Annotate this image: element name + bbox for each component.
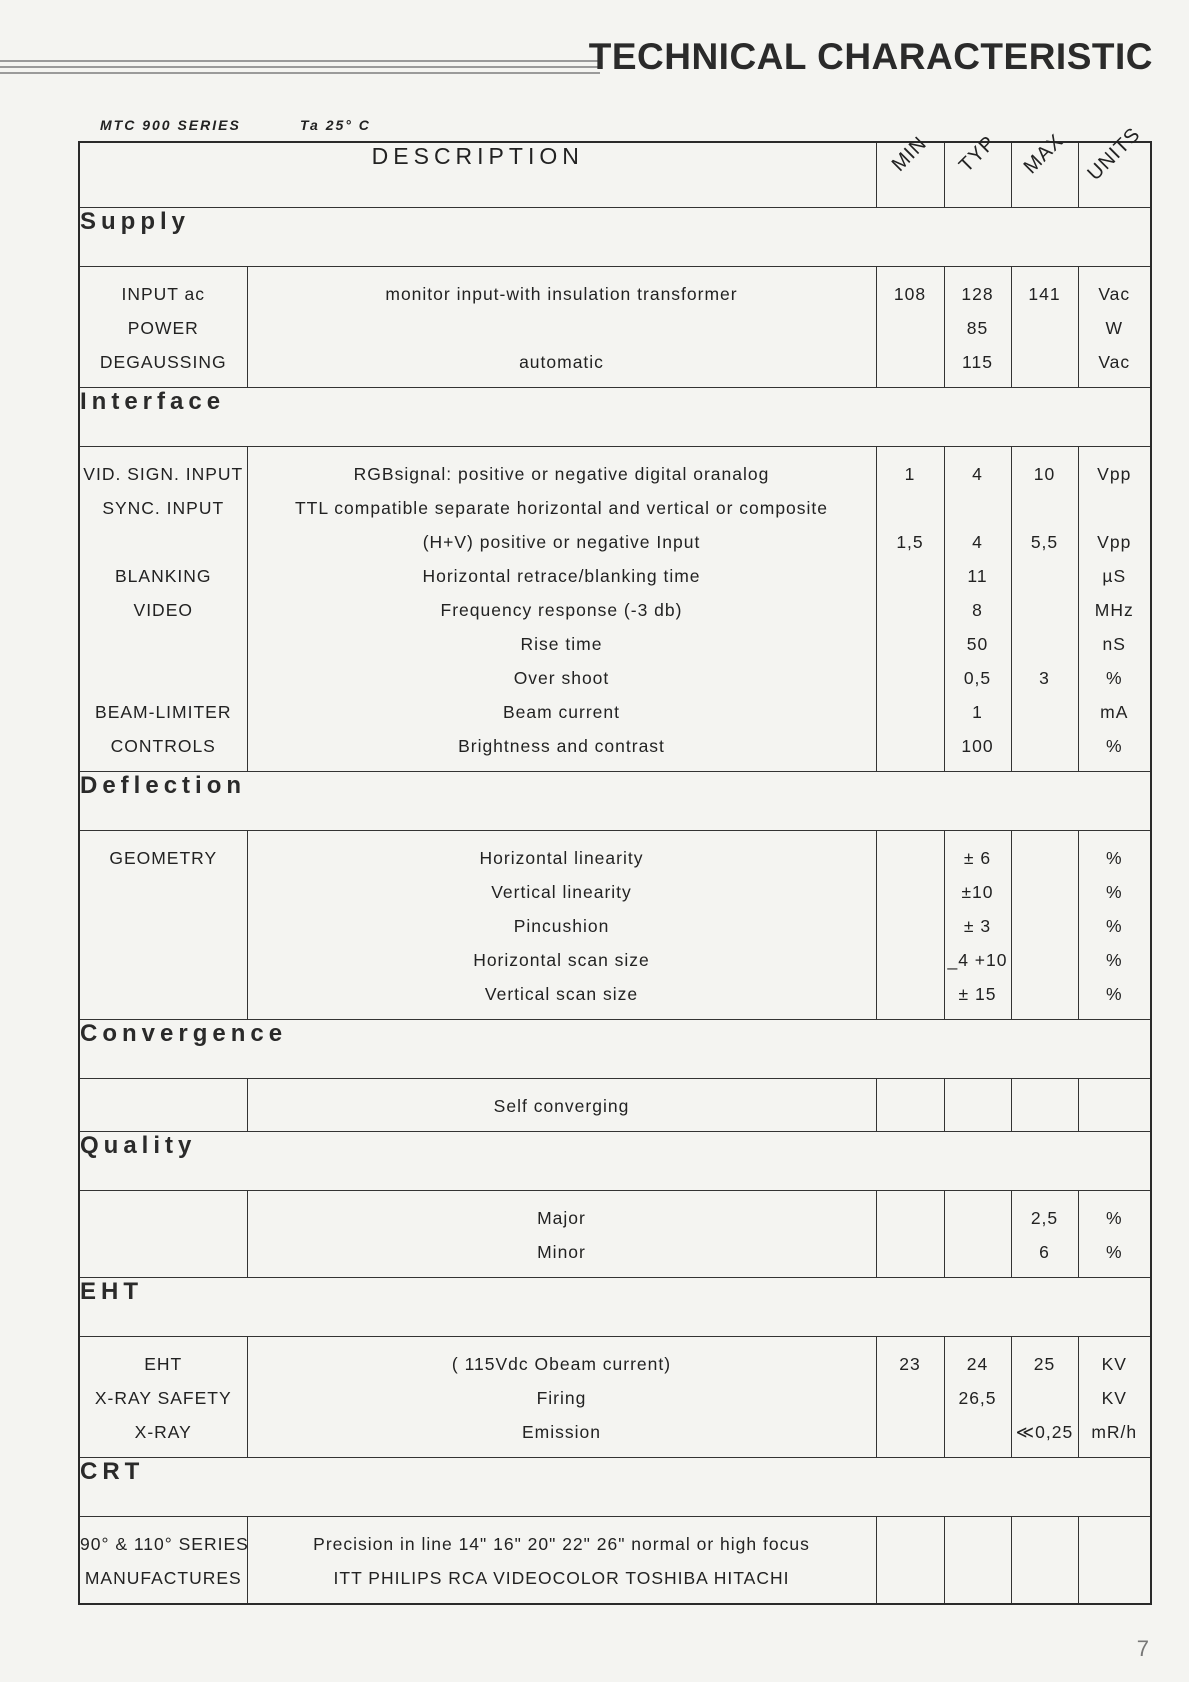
parameter-label xyxy=(80,943,247,977)
parameter-label: GEOMETRY xyxy=(109,848,218,868)
min-cell xyxy=(876,1517,944,1605)
table-row xyxy=(79,1337,1151,1458)
units-value: mA xyxy=(1100,702,1129,722)
description-cell xyxy=(247,1079,876,1132)
max-value: 5,5 xyxy=(1030,532,1059,552)
min-value xyxy=(877,627,944,661)
units-value: W xyxy=(1105,318,1124,338)
typ-cell xyxy=(944,831,1011,1020)
description-cell xyxy=(247,1337,876,1458)
description-text: automatic xyxy=(519,352,604,372)
max-value: 6 xyxy=(1039,1242,1050,1262)
max-value xyxy=(1012,841,1078,875)
min-value xyxy=(877,593,944,627)
units-value: µS xyxy=(1102,566,1127,586)
header-rule xyxy=(0,66,600,68)
max-cell xyxy=(1011,1337,1078,1458)
section-row xyxy=(79,1020,1151,1079)
typ-value: 85 xyxy=(966,318,989,338)
min-value xyxy=(877,875,944,909)
max-value: 3 xyxy=(1039,668,1050,688)
units-value: Vac xyxy=(1098,352,1131,372)
min-value xyxy=(877,1235,944,1269)
typ-value xyxy=(945,1527,1011,1561)
typ-value: ± 3 xyxy=(963,916,992,936)
section-title: Convergence xyxy=(79,1020,1151,1079)
min-value xyxy=(877,1415,944,1449)
typ-cell xyxy=(944,1337,1011,1458)
units-value: MHz xyxy=(1094,600,1134,620)
series-label: MTC 900 SERIES xyxy=(100,117,241,133)
typ-value: _4 +10 xyxy=(947,950,1008,970)
units-value: KV xyxy=(1101,1388,1127,1408)
parameter-label: BLANKING xyxy=(115,566,212,586)
description-text: TTL compatible separate horizontal and vertical or composite xyxy=(294,498,829,518)
description-text: ( 115Vdc Obeam current) xyxy=(451,1354,672,1374)
parameter-label: SYNC. INPUT xyxy=(102,498,225,518)
typ-value xyxy=(945,1235,1011,1269)
description-text: Major xyxy=(537,1208,586,1228)
typ-value xyxy=(945,1201,1011,1235)
min-cell xyxy=(876,267,944,388)
section-title: Supply xyxy=(79,208,1151,267)
max-value: 10 xyxy=(1033,464,1056,484)
max-value xyxy=(1012,1561,1078,1595)
parameter-label xyxy=(80,1201,247,1235)
min-value: 108 xyxy=(893,284,927,304)
units-value: KV xyxy=(1101,1354,1127,1374)
parameter-cell xyxy=(79,1517,247,1605)
typ-value xyxy=(945,1415,1011,1449)
description-text: Rise time xyxy=(520,634,603,654)
section-title: EHT xyxy=(79,1278,1151,1337)
max-value xyxy=(1012,593,1078,627)
units-cell xyxy=(1078,447,1151,772)
description-cell xyxy=(247,1191,876,1278)
max-cell xyxy=(1011,267,1078,388)
max-value xyxy=(1012,559,1078,593)
min-value xyxy=(877,311,944,345)
section-row xyxy=(79,208,1151,267)
parameter-label: X-RAY xyxy=(134,1422,192,1442)
min-value xyxy=(877,345,944,379)
description-text: ITT PHILIPS RCA VIDEOCOLOR TOSHIBA HITACHI xyxy=(333,1568,790,1588)
max-value xyxy=(1012,1527,1078,1561)
min-value xyxy=(877,1381,944,1415)
min-value: 23 xyxy=(899,1354,921,1374)
units-cell xyxy=(1078,831,1151,1020)
table-header-row xyxy=(79,142,1151,208)
max-cell xyxy=(1011,831,1078,1020)
min-cell xyxy=(876,447,944,772)
parameter-label xyxy=(80,525,247,559)
max-value xyxy=(1012,627,1078,661)
description-header: DESCRIPTION xyxy=(79,142,876,208)
description-text: Frequency response (-3 db) xyxy=(440,600,683,620)
units-value: % xyxy=(1105,668,1123,688)
parameter-cell xyxy=(79,267,247,388)
units-cell xyxy=(1078,1079,1151,1132)
min-value xyxy=(877,729,944,763)
min-value xyxy=(877,1561,944,1595)
header-rule xyxy=(0,72,600,74)
min-value xyxy=(877,841,944,875)
min-value xyxy=(877,559,944,593)
min-value xyxy=(877,1089,944,1123)
description-text: Horizontal linearity xyxy=(479,848,644,868)
units-cell xyxy=(1078,1337,1151,1458)
min-cell xyxy=(876,1079,944,1132)
typ-value: ± 6 xyxy=(963,848,992,868)
max-value: ≪0,25 xyxy=(1015,1422,1074,1442)
typ-value: ± 15 xyxy=(958,984,997,1004)
typ-value: 0,5 xyxy=(963,668,992,688)
description-text: Emission xyxy=(522,1422,601,1442)
units-value: nS xyxy=(1102,634,1126,654)
typ-cell xyxy=(944,1517,1011,1605)
description-text: Vertical scan size xyxy=(484,984,639,1004)
section-title: Interface xyxy=(79,388,1151,447)
parameter-cell xyxy=(79,1079,247,1132)
min-cell xyxy=(876,831,944,1020)
parameter-label: MANUFACTURES xyxy=(84,1568,242,1588)
typ-value xyxy=(945,1089,1011,1123)
description-text: monitor input-with insulation transformer xyxy=(385,284,738,304)
units-value: % xyxy=(1105,984,1123,1004)
min-value xyxy=(877,943,944,977)
units-value: % xyxy=(1105,882,1123,902)
max-value xyxy=(1012,491,1078,525)
parameter-label xyxy=(80,1089,247,1123)
description-text: Beam current xyxy=(502,702,621,722)
typ-value xyxy=(945,491,1011,525)
max-value xyxy=(1012,311,1078,345)
min-value: 1 xyxy=(904,464,916,484)
parameter-label: CONTROLS xyxy=(110,736,216,756)
description-text: Horizontal scan size xyxy=(473,950,650,970)
typ-value: ±10 xyxy=(961,882,994,902)
parameter-label xyxy=(80,977,247,1011)
parameter-label: BEAM-LIMITER xyxy=(95,702,232,722)
table-row xyxy=(79,831,1151,1020)
description-text: Vertical linearity xyxy=(491,882,632,902)
parameter-label xyxy=(80,875,247,909)
max-value xyxy=(1012,1381,1078,1415)
description-text: Horizontal retrace/blanking time xyxy=(422,566,701,586)
description-text: Self converging xyxy=(493,1096,630,1116)
description-text: Brightness and contrast xyxy=(458,736,665,756)
table-row xyxy=(79,267,1151,388)
units-value: % xyxy=(1105,848,1123,868)
table-row xyxy=(79,447,1151,772)
section-title: Deflection xyxy=(79,772,1151,831)
units-value: % xyxy=(1105,916,1123,936)
page-title: TECHNICAL CHARACTERISTIC xyxy=(588,36,1153,77)
max-cell xyxy=(1011,447,1078,772)
typ-value xyxy=(945,1561,1011,1595)
description-text xyxy=(248,311,876,345)
section-row xyxy=(79,772,1151,831)
description-text: Precision in line 14" 16" 20" 22" 26" normal or high focus xyxy=(313,1534,810,1554)
parameter-label: INPUT ac xyxy=(121,284,206,304)
max-cell xyxy=(1011,1079,1078,1132)
max-cell xyxy=(1011,1191,1078,1278)
max-value xyxy=(1012,909,1078,943)
parameter-label: VIDEO xyxy=(133,600,193,620)
section-title: CRT xyxy=(79,1458,1151,1517)
section-title: Quality xyxy=(79,1132,1151,1191)
max-value: 25 xyxy=(1033,1354,1056,1374)
max-header: MAX xyxy=(1011,142,1078,208)
typ-value: 4 xyxy=(972,464,983,484)
parameter-label xyxy=(80,909,247,943)
description-cell xyxy=(247,1517,876,1605)
min-value xyxy=(877,1527,944,1561)
parameter-label: X-RAY SAFETY xyxy=(94,1388,232,1408)
typ-value: 100 xyxy=(961,736,994,756)
description-cell xyxy=(247,831,876,1020)
section-row xyxy=(79,1278,1151,1337)
units-value: Vpp xyxy=(1097,464,1132,484)
table-body xyxy=(79,208,1151,1605)
min-value xyxy=(877,977,944,1011)
max-value: 2,5 xyxy=(1030,1208,1059,1228)
parameter-label: POWER xyxy=(127,318,199,338)
units-value xyxy=(1079,491,1151,525)
page-number: 7 xyxy=(1136,1636,1149,1661)
max-value xyxy=(1012,875,1078,909)
temperature-label: Ta 25° C xyxy=(300,117,371,133)
parameter-cell xyxy=(79,1337,247,1458)
description-text: Firing xyxy=(536,1388,587,1408)
description-cell xyxy=(247,447,876,772)
typ-value: 128 xyxy=(961,284,994,304)
section-row xyxy=(79,1132,1151,1191)
header-rule xyxy=(0,60,600,62)
typ-cell xyxy=(944,447,1011,772)
max-value xyxy=(1012,695,1078,729)
max-value xyxy=(1012,943,1078,977)
units-cell xyxy=(1078,1191,1151,1278)
description-cell xyxy=(247,267,876,388)
min-cell xyxy=(876,1337,944,1458)
typ-header: TYP xyxy=(944,142,1011,208)
typ-cell xyxy=(944,1191,1011,1278)
parameter-label: DEGAUSSING xyxy=(99,352,227,372)
parameter-label: VID. SIGN. INPUT xyxy=(83,464,244,484)
description-text: Over shoot xyxy=(513,668,610,688)
table-row xyxy=(79,1079,1151,1132)
min-header: MIN xyxy=(876,142,944,208)
typ-value: 24 xyxy=(966,1354,989,1374)
max-cell xyxy=(1011,1517,1078,1605)
max-value xyxy=(1012,1089,1078,1123)
typ-value: 4 xyxy=(972,532,983,552)
section-row xyxy=(79,388,1151,447)
typ-cell xyxy=(944,267,1011,388)
min-value: 1,5 xyxy=(896,532,924,552)
units-cell xyxy=(1078,267,1151,388)
units-header: UNITS xyxy=(1078,142,1151,208)
typ-value: 50 xyxy=(966,634,989,654)
parameter-label xyxy=(80,1235,247,1269)
units-value: % xyxy=(1105,1242,1123,1262)
section-row xyxy=(79,1458,1151,1517)
max-value xyxy=(1012,345,1078,379)
max-value: 141 xyxy=(1028,284,1061,304)
description-text: Minor xyxy=(537,1242,586,1262)
typ-value: 8 xyxy=(972,600,983,620)
min-value xyxy=(877,909,944,943)
typ-value: 115 xyxy=(962,352,993,372)
units-value xyxy=(1079,1561,1151,1595)
units-value: Vpp xyxy=(1097,532,1132,552)
parameter-label: EHT xyxy=(144,1354,183,1374)
table-row xyxy=(79,1191,1151,1278)
units-cell xyxy=(1078,1517,1151,1605)
table-row xyxy=(79,1517,1151,1605)
parameter-cell xyxy=(79,447,247,772)
max-value xyxy=(1012,729,1078,763)
typ-cell xyxy=(944,1079,1011,1132)
units-value xyxy=(1079,1089,1151,1123)
parameter-cell xyxy=(79,831,247,1020)
parameter-cell xyxy=(79,1191,247,1278)
description-text: Pincushion xyxy=(513,916,610,936)
min-value xyxy=(877,491,944,525)
parameter-label: 90° & 110° SERIES xyxy=(80,1534,249,1554)
units-value: % xyxy=(1105,1208,1123,1228)
units-value: % xyxy=(1105,950,1123,970)
min-value xyxy=(877,661,944,695)
typ-value: 26,5 xyxy=(958,1388,997,1408)
min-value xyxy=(877,695,944,729)
max-value xyxy=(1012,977,1078,1011)
min-cell xyxy=(876,1191,944,1278)
min-value xyxy=(877,1201,944,1235)
parameter-label xyxy=(80,627,247,661)
units-value xyxy=(1079,1527,1151,1561)
parameter-label xyxy=(80,661,247,695)
typ-value: 1 xyxy=(972,702,983,722)
typ-value: 11 xyxy=(967,566,988,586)
units-value: mR/h xyxy=(1091,1422,1138,1442)
description-text: RGBsignal: positive or negative digital oranalog xyxy=(353,464,770,484)
description-text: (H+V) positive or negative Input xyxy=(422,532,701,552)
units-value: Vac xyxy=(1098,284,1131,304)
units-value: % xyxy=(1105,736,1123,756)
